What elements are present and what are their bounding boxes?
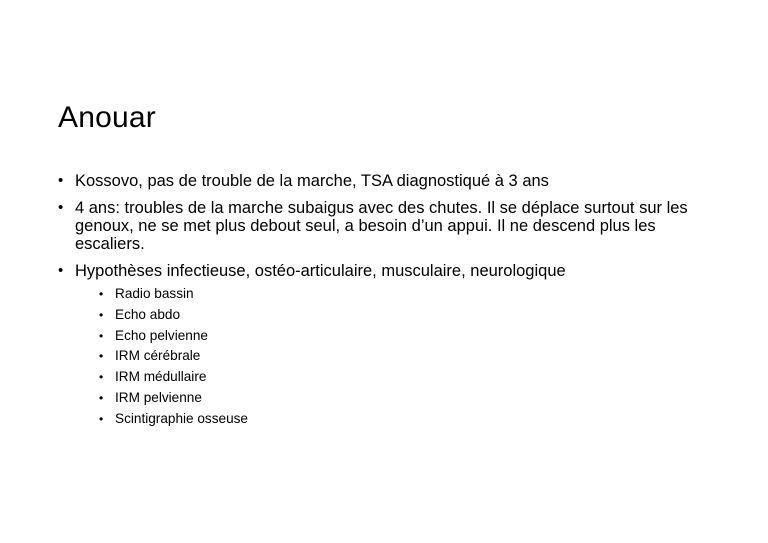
sub-bullet-item	[99, 328, 718, 344]
sub-bullet-text: Echo abdo	[115, 306, 181, 322]
sub-bullet-text: Radio bassin	[115, 286, 194, 301]
sub-bullet-icon: •	[99, 349, 104, 364]
slide-title: Anouar	[58, 101, 156, 134]
bullet-text: 4 ans: troubles de la marche subaigus avec des chutes. Il se déplace surtout sur les genoux, ne se met plus debout seul, a besoin d’un appui. Il ne descend plus les escaliers.	[75, 199, 688, 253]
sub-bullet-text: IRM cérébrale	[115, 348, 201, 364]
sub-bullet-list	[99, 286, 718, 427]
sub-bullet-item	[99, 411, 718, 427]
sub-bullet-item	[99, 390, 718, 406]
sub-bullet-text: IRM pelvienne	[115, 389, 202, 405]
bullet-list	[58, 172, 718, 436]
sub-bullet-icon: •	[99, 390, 104, 405]
sub-bullet-icon: •	[99, 370, 104, 385]
bullet-item	[58, 172, 718, 190]
sub-bullet-text: Echo pelvienne	[115, 327, 208, 343]
bullet-text: Hypothèses infectieuse, ostéo-articulaire, musculaire, neurologique	[75, 262, 566, 280]
bullet-item	[58, 199, 718, 253]
bullet-icon: •	[58, 199, 64, 216]
sub-bullet-icon: •	[99, 411, 104, 426]
bullet-icon: •	[58, 262, 64, 279]
bullet-text: Kossovo, pas de trouble de la marche, TSA diagnostiqué à 3 ans	[75, 172, 549, 190]
sub-bullet-item	[99, 369, 718, 385]
sub-bullet-icon: •	[99, 328, 104, 343]
sub-bullet-icon: •	[99, 307, 104, 322]
sub-bullet-icon: •	[99, 287, 104, 301]
sub-bullet-item	[99, 286, 718, 302]
sub-bullet-text: IRM médullaire	[115, 369, 207, 385]
bullet-item	[58, 262, 718, 427]
bullet-icon: •	[58, 172, 64, 189]
sub-bullet-item	[99, 348, 718, 364]
sub-bullet-item	[99, 307, 718, 323]
sub-bullet-text: Scintigraphie osseuse	[115, 410, 248, 426]
